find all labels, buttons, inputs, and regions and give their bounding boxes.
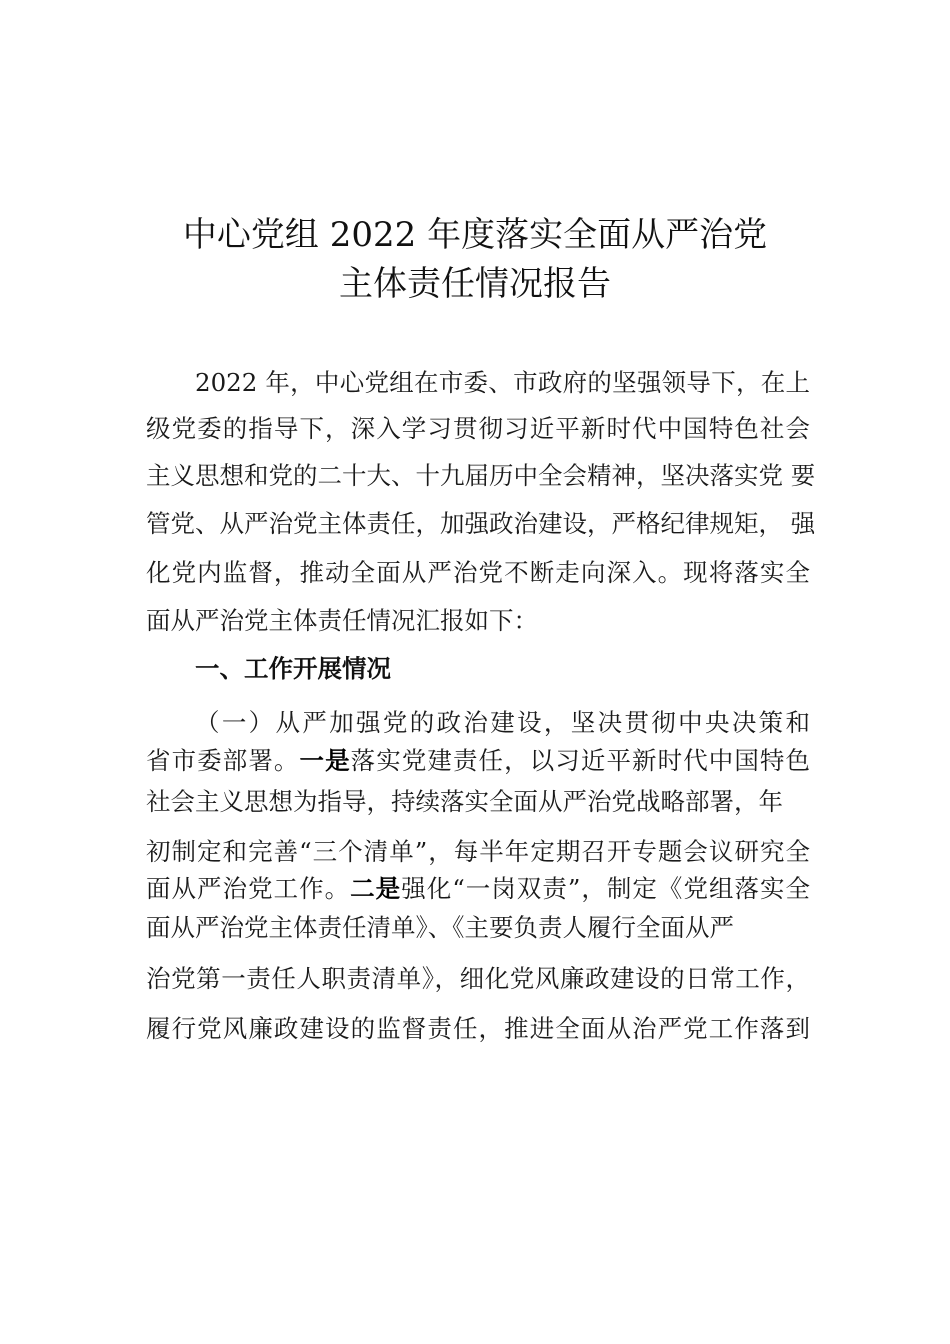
body-paragraph-line: 治党第一责任人职责清单》，细化党风廉政建设的日常工作，: [146, 964, 810, 993]
intro-paragraph-line: 面从严治党主体责任情况汇报如下：: [146, 606, 538, 635]
bold-ordinal-first: 一是: [299, 746, 351, 775]
body-paragraph-line: 面从严治党主体责任清单》、《主要负责人履行全面从严: [146, 913, 734, 942]
body-paragraph-line: [146, 744, 810, 778]
body-text-run: 落实党建责任，以习近平新时代中国特色: [350, 746, 811, 775]
body-text-run: 面从严治党工作。: [146, 874, 351, 903]
intro-paragraph-line: 级党委的指导下，深入学习贯彻习近平新时代中国特色社会: [146, 414, 810, 443]
intro-paragraph-line: 2022 年，中心党组在市委、市政府的坚强领导下，在上: [195, 368, 810, 397]
document-title-line-2: 主体责任情况报告: [339, 264, 611, 304]
bold-ordinal-second: 二是: [350, 874, 402, 903]
intro-paragraph-line: 主义思想和党的二十大、十九届历中全会精神，坚决落实党 要: [146, 461, 816, 490]
body-text-run: 省市委部署。: [146, 746, 300, 775]
intro-paragraph-line: 管党、从严治党主体责任，加强政治建设，严格纪律规矩， 强: [146, 509, 816, 538]
body-paragraph-line: 初制定和完善“三个清单”，每半年定期召开专题会议研究全: [146, 837, 810, 866]
intro-paragraph-line: 化党内监督，推动全面从严治党不断走向深入。现将落实全: [146, 558, 810, 587]
body-paragraph-line: （一）从严加强党的政治建设，坚决贯彻中央决策和: [195, 708, 810, 737]
section-heading: 一、工作开展情况: [195, 654, 391, 683]
document-title-line-1: 中心党组 2022 年度落实全面从严治党: [182, 215, 768, 255]
body-text-run: 强化“一岗双责”，制定《党组落实全: [401, 874, 811, 903]
body-paragraph-line: 履行党风廉政建设的监督责任，推进全面从治严党工作落到: [146, 1014, 810, 1043]
body-paragraph-line: 社会主义思想为指导，持续落实全面从严治党战略部署，年: [146, 787, 783, 816]
body-paragraph-line: [146, 872, 810, 906]
